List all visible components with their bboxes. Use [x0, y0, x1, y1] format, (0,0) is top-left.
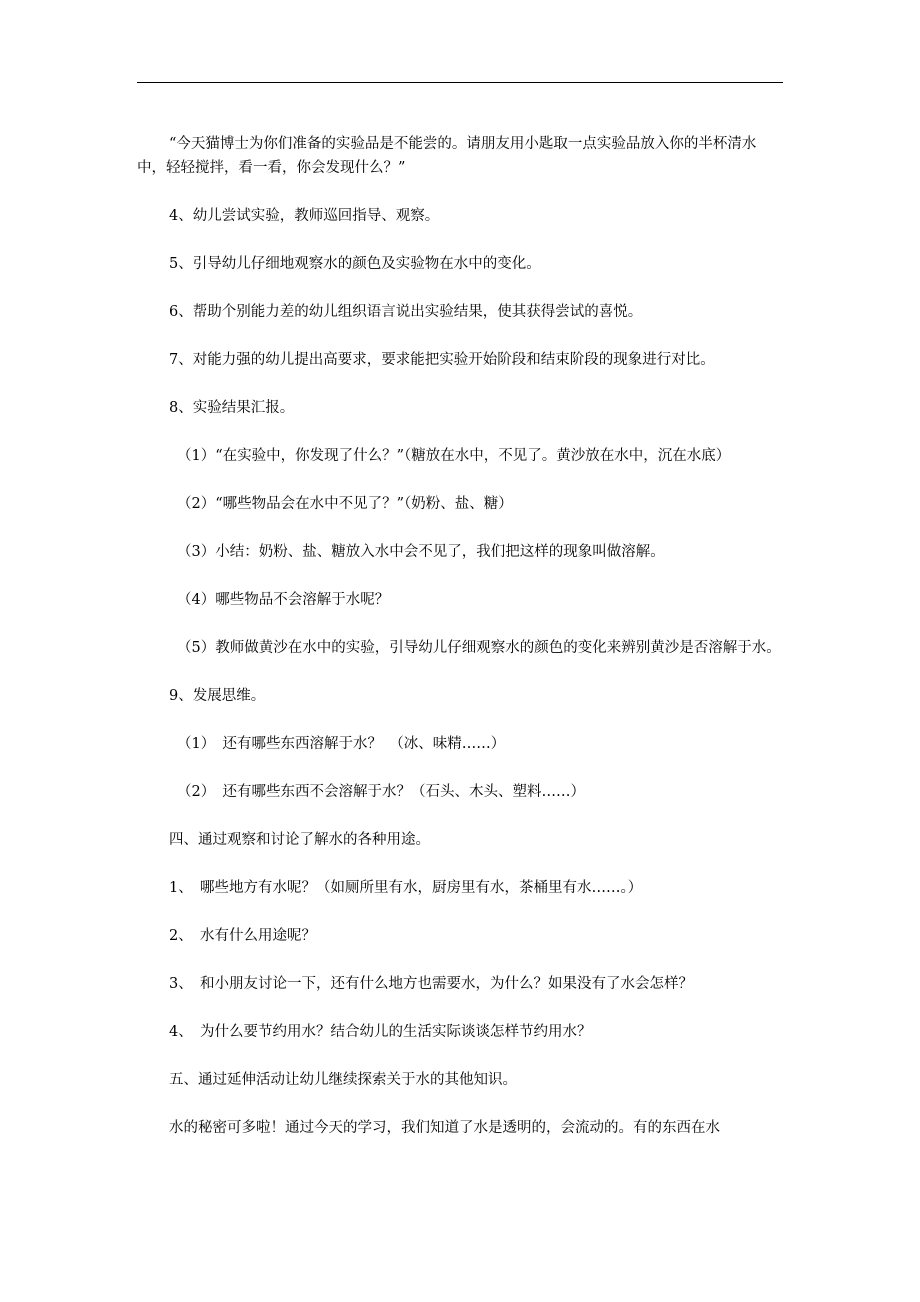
- paragraph-report-3: （3）小结：奶粉、盐、糖放入水中会不见了，我们把这样的现象叫做溶解。: [177, 544, 665, 560]
- paragraph-step-4: 4、幼儿尝试实验，教师巡回指导、观察。: [169, 208, 440, 224]
- paragraph-use-3: 3、 和小朋友讨论一下，还有什么地方也需要水，为什么？如果没有了水会怎样？: [169, 976, 693, 992]
- paragraph-step-6: 6、帮助个别能力差的幼儿组织语言说出实验结果，使其获得尝试的喜悦。: [169, 304, 643, 320]
- paragraph-thinking-2: （2） 还有哪些东西不会溶解于水？（石头、木头、塑料……）: [177, 784, 585, 800]
- paragraph-use-1: 1、 哪些地方有水呢？（如厕所里有水，厨房里有水，茶桶里有水……。）: [169, 880, 643, 896]
- paragraph-step-8: 8、实验结果汇报。: [169, 400, 295, 416]
- paragraph-thinking-1: （1） 还有哪些东西溶解于水？ （冰、味精……）: [177, 736, 506, 752]
- header-rule: [137, 82, 783, 83]
- paragraph-step-5: 5、引导幼儿仔细地观察水的颜色及实验物在水中的变化。: [169, 256, 541, 272]
- paragraph-section-5: 五、通过延伸活动让幼儿继续探索关于水的其他知识。: [169, 1072, 517, 1088]
- paragraph-report-2: （2）“哪些物品会在水中不见了？”（奶粉、盐、糖）: [177, 496, 513, 512]
- paragraph-report-5: （5）教师做黄沙在水中的实验，引导幼儿仔细观察水的颜色的变化来辨别黄沙是否溶解于水。: [177, 640, 781, 656]
- document-body: [137, 132, 785, 1162]
- paragraph-use-2: 2、 水有什么用途呢？: [169, 928, 316, 944]
- paragraph-report-4: （4）哪些物品不会溶解于水呢？: [177, 592, 390, 608]
- paragraph-report-1: （1）“在实验中，你发现了什么？”（糖放在水中，不见了。黄沙放在水中，沉在水底）: [177, 448, 731, 464]
- paragraph-step-9: 9、发展思维。: [169, 688, 266, 704]
- paragraph-step-7: 7、对能力强的幼儿提出高要求，要求能把实验开始阶段和结束阶段的现象进行对比。: [169, 352, 715, 368]
- paragraph-summary: 水的秘密可多啦！通过今天的学习，我们知道了水是透明的，会流动的。有的东西在水: [169, 1120, 720, 1136]
- paragraph-use-4: 4、 为什么要节约用水？结合幼儿的生活实际谈谈怎样节约用水？: [169, 1024, 592, 1040]
- paragraph-section-4: 四、通过观察和讨论了解水的各种用途。: [169, 832, 430, 848]
- paragraph-experiment-intro: “今天猫博士为你们准备的实验品是不能尝的。请朋友用小匙取一点实验品放入你的半杯清水中，轻轻搅拌，看一看，你会发现什么？”: [137, 136, 757, 176]
